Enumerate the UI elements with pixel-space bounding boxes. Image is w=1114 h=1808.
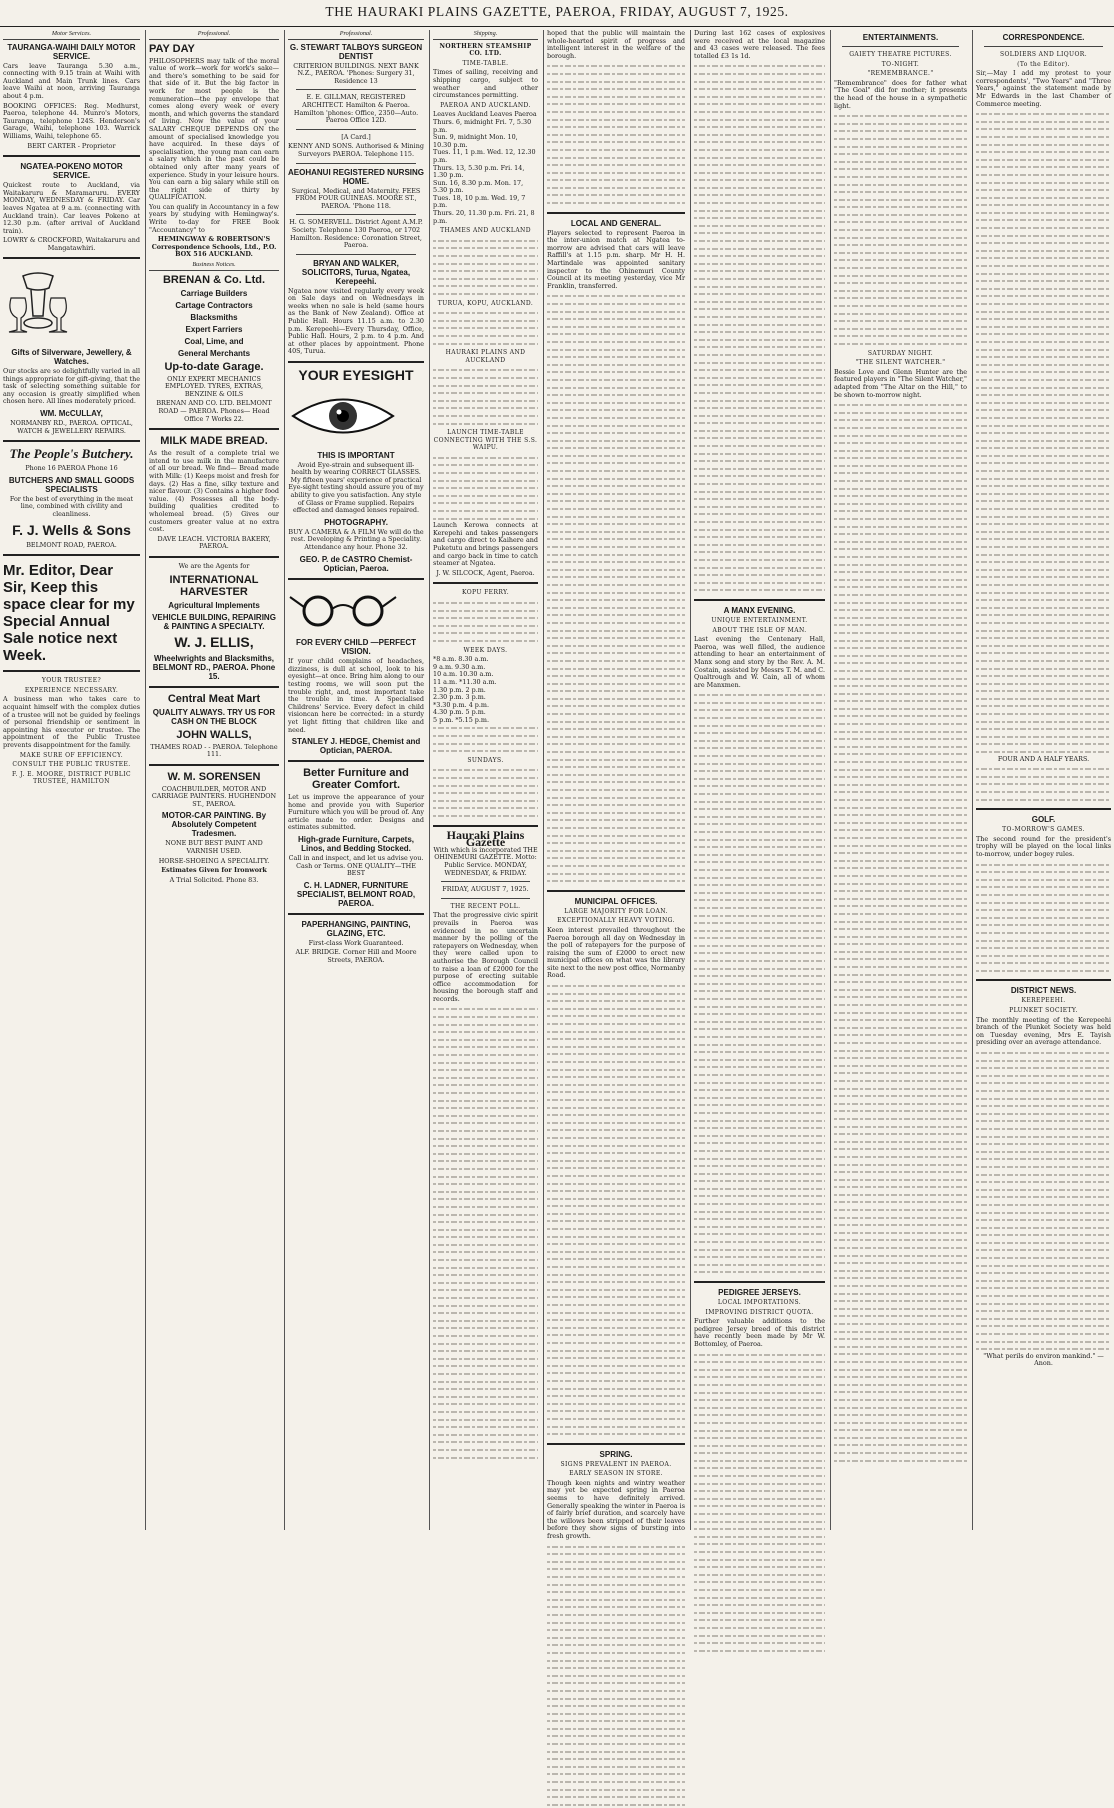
glasses-illustration <box>288 589 398 629</box>
silverware-vase-illustration <box>3 268 73 338</box>
agent: J. W. SILCOCK, Agent, Paeroa. <box>436 568 535 577</box>
ad-name: DAVE LEACH. VICTORIA BAKERY, PAEROA. <box>157 534 271 551</box>
section-heading: LOCAL AND GENERAL. <box>570 218 662 228</box>
ferry-row: 11 a.m. *11.30 a.m. <box>433 677 497 686</box>
section-sub: KEREPEEHI. <box>1021 997 1066 1005</box>
section-heading: MUNICIPAL OFFICES. <box>574 896 658 906</box>
ad-body: As the result of a complete trial we intend to use milk in the manufacture of all our bread. We find— Bread made with Milk: (1) Keeps moist and fresh for days. (2) Has a fine, silky texture and nicer flavour. (3) Contains a higher food value. (4) Possesses all the body-building qualities credited to wholemeal bread. (5) Gives our customers greater value at no extra cost. <box>149 449 279 534</box>
ad-title: YOUR TRUSTEE? <box>41 677 102 685</box>
timetable-row: Thurs. 20, 11.30 p.m. Fri. 21, 8 p.m. <box>433 209 535 225</box>
ad-title: PAPERHANGING, PAINTING, GLAZING, ETC. <box>301 919 411 938</box>
ferry-row: *3.30 p.m. 4 p.m. <box>433 700 490 709</box>
timetable-rows <box>433 366 538 427</box>
ad-body: Let us improve the appearance of your home and provide you with Superior Furniture which you will be proud of. Any article made to order. Designs and estimates submitted. <box>288 793 424 832</box>
ad-title: TAURANGA-WAIHI DAILY MOTOR SERVICE. <box>7 42 136 61</box>
timetable-rows <box>433 454 538 522</box>
ad-body: KENNY AND SONS. Authorised & Mining Surveyors PAEROA. Telephone 115. <box>288 142 424 158</box>
timetable-row: Thurs. 13, 5.30 p.m. Fri. 14, 1.30 p.m. <box>433 163 525 180</box>
article-text: Last evening the Centenary Hall, Paeroa, was well filled, the audience attending to hear an entertainment of Manx song and story by the Rev. A. M. Costain, assisted by Messrs T. M. and C. Qualtrough and W. Cain, all of whom are Manxmen. <box>694 635 825 689</box>
ad-name: C. H. LADNER, FURNITURE SPECIALIST, BELMONT ROAD, PAEROA. <box>296 880 416 908</box>
service-line: Expert Farriers <box>185 324 243 334</box>
ad-name: F. J. E. MOORE, DISTRICT PUBLIC TRUSTEE, HAMILTON <box>11 770 132 786</box>
ferry-row: 2.30 p.m. 3 p.m. <box>433 693 486 702</box>
service-line: Carriage Builders <box>180 288 248 298</box>
section-sub: ABOUT THE ISLE OF MAN. <box>712 626 807 634</box>
ad-title: INTERNATIONAL HARVESTER <box>169 573 259 598</box>
section-sub: IMPROVING DISTRICT QUOTA. <box>705 1308 814 1316</box>
route-title: KOPU FERRY. <box>461 589 510 597</box>
launch-note: Launch Kerowa connects at Kerepehi and takes passengers and cargo direct to Kaihere and Puketutu and brings passengers and cargo back in time to catch steamer at Ngatea. <box>433 521 538 568</box>
editor-notice: Mr. Editor, Dear Sir, Keep this space clear for my Special Annual Sale notice next Week. <box>3 562 135 665</box>
ferry-timetable <box>433 656 538 724</box>
ad-title: W. M. SORENSEN <box>167 770 261 783</box>
ad-title: PAY DAY <box>149 42 195 55</box>
timetable-row: Tues. 11, 1 p.m. Wed. 12, 12.30 p.m. <box>433 148 536 164</box>
ad-body: Cars leave Tauranga 5.30 a.m., connecting with 9.15 train at Waihi with Auckland and Main Trunk lines. Cars leave Waihi at noon, arriving Tauranga about 4 p.m. <box>3 61 140 100</box>
ferry-sunday <box>433 766 538 819</box>
editorial-title: THE RECENT POLL. <box>450 902 521 910</box>
service-line: Cartage Contractors <box>175 300 253 310</box>
ad-body: HORSE-SHOEING A SPECIALITY. <box>158 856 270 865</box>
section-sub: SATURDAY NIGHT. <box>867 349 934 357</box>
ferry-row: *8 a.m. 8.30 a.m. <box>433 655 489 664</box>
ad-name: ALF. BRIDGE. Corner Hill and Moore Streets, PAEROA. <box>295 948 417 965</box>
column-4 <box>429 30 541 1530</box>
ad-body: COACHBUILDER, MOTOR AND CARRIAGE PAINTERS. HUGHENDON ST., PAEROA. <box>151 784 277 808</box>
editorial-continued <box>433 1005 538 1461</box>
article-continued <box>976 110 1111 755</box>
ad-sub: THIS IS IMPORTANT <box>317 450 395 460</box>
column-header: Shipping. <box>433 30 538 40</box>
column-8 <box>972 30 1114 1530</box>
ad-body: Avoid Eye-strain and subsequent ill-health by wearing CORRECT GLASSES. My fifteen years' experience of practical Eye-sight testing should assure you of my ability to give you satisfaction. Any style of Glass or Frame supplied. Repairs effected and damaged lenses repaired. <box>288 460 424 515</box>
article-continued <box>547 292 685 884</box>
article-continued <box>834 112 967 347</box>
ferry-notice <box>433 599 538 645</box>
column-2 <box>145 30 282 1530</box>
route-title: TURUA, KOPU, AUCKLAND. <box>437 299 534 307</box>
ad-address: NORMANBY RD., PAEROA. OPTICAL, WATCH & JEWELLERY REPAIRS. <box>10 419 133 435</box>
column-subheader: Business Notices. <box>149 261 279 271</box>
ad-sub: PHOTOGRAPHY. <box>324 517 388 527</box>
article-continued <box>694 1351 825 1655</box>
column-6 <box>690 30 828 1530</box>
article-text: Sir,—May I add my protest to your correspondents', "Two Years" and "Three Years," against the statement made by Mr Edwards in the last Chamber of Commerce meeting. <box>976 69 1111 108</box>
letter-signature: FOUR AND A HALF YEARS. <box>997 754 1090 763</box>
ad-address: BELMONT ROAD, PAEROA. <box>26 540 117 549</box>
ad-proprietor: BERT CARTER - Proprietor <box>27 141 116 150</box>
article-continued <box>547 982 685 1438</box>
ad-name: BRENAN & Co. Ltd. <box>162 273 266 286</box>
masthead: THE HAURAKI PLAINS GAZETTE, PAEROA, FRIDAY, AUGUST 7, 1925. <box>0 4 1114 27</box>
ad-body: E. E. GILLMAN, REGISTERED ARCHITECT. Hamilton & Paeroa. Hamilton 'phones: Office, 2350—Auto. Paeroa Office 12D. <box>293 93 419 125</box>
ferry-row: 4.30 p.m. 5 p.m. <box>433 708 486 717</box>
ad-body: A Trial Solicited. Phone 83. <box>169 875 259 884</box>
ad-address: CRITERION BUILDINGS. NEXT BANK N.Z., PAEROA. 'Phones: Surgery 31, Residence 13 <box>293 61 419 85</box>
ad-sub: Agricultural Implements <box>168 600 260 610</box>
route-title: PAEROA AND AUCKLAND. <box>440 101 531 109</box>
ad-title: The People's Butchery. <box>9 446 134 462</box>
timetable-row: Sun. 16, 8.30 p.m. Mon. 17, 5.30 p.m. <box>433 178 524 195</box>
ad-name: W. J. ELLIS, <box>174 633 254 650</box>
ad-title: FOR EVERY CHILD —PERFECT VISION. <box>295 638 416 657</box>
article-continued <box>547 1543 685 1808</box>
ad-trade: Wheelwrights and Blacksmiths, BELMONT RD., PAEROA. Phone 15. <box>152 653 276 681</box>
timetable <box>433 111 538 225</box>
section-sub: TO-NIGHT. <box>881 60 920 68</box>
ad-body: If your child complains of headaches, dizziness, is dull at school, look to his eyesight—at once. Bring him along to our testing rooms, we will soon put the trouble right, and, most important take the trouble in time. A Specialised Childrens' Service. Every defect in child visioncan here be corrected: in a sturdy yet light fitting that children like and need. <box>288 657 424 734</box>
section-heading: ENTERTAINMENTS. <box>862 33 939 42</box>
article-text: The monthly meeting of the Kerepeehi branch of the Plunket Society was held on Tuesday evening, Mrs E. Tayish presiding over an average attendance. <box>976 1015 1111 1047</box>
section-heading: PEDIGREE JERSEYS. <box>718 1288 801 1297</box>
ferry-sub: SUNDAYS. <box>467 756 504 764</box>
brenan-services <box>149 289 279 358</box>
ad-title: Central Meat Mart <box>167 692 261 705</box>
ad-sub: MOTOR-CAR PAINTING. By Absolutely Competent Tradesmen. <box>161 811 267 839</box>
section-heading: GOLF. <box>1031 815 1056 825</box>
service-line: General Merchants <box>177 348 251 358</box>
section-sub: EARLY SEASON IN STORE. <box>569 1470 663 1478</box>
ferry-row: 10 a.m. 10.30 a.m. <box>433 670 494 679</box>
ad-name: STANLEY J. HEDGE, Chemist and Optician, PAEROA. <box>291 737 421 756</box>
ad-title: AEOHANUI REGISTERED NURSING HOME. <box>288 167 425 186</box>
editor-note <box>976 765 1111 803</box>
section-sub: SIGNS PREVALENT IN PAEROA. <box>560 1460 672 1468</box>
ad-title: MILK MADE BREAD. <box>160 435 268 448</box>
article-text: The second round for the president's trophy will be played on the local links to-morrow, under bogey rules. <box>976 834 1111 858</box>
article-text: Though keen nights and wintry weather may yet be expected spring in Paeroa seems to have definitely arrived. Generally speaking the winter in Paeroa is of fairly brief duration, and scarcely have the willows been stripped of their leaves before they show signs of bursting into fresh growth. <box>547 1478 685 1541</box>
ad-title: BRYAN AND WALKER, SOLICITORS, Turua, Ngatea, Kerepeehi. <box>301 258 411 286</box>
column-header: Motor Services. <box>3 30 140 40</box>
section-sub: GAIETY THEATRE PICTURES. <box>849 51 952 58</box>
gazette-sub: With which is incorporated THE OHINEMURI GAZETTE. Motto: Public Service. MONDAY, WEDNESDAY, & FRIDAY. <box>433 845 538 877</box>
shipping-title: NORTHERN STEAMSHIP CO. LTD. <box>439 42 532 58</box>
column-header: Professional. <box>288 30 424 40</box>
article-continued <box>834 401 967 1464</box>
ad-proprietor: LOWRY & CROCKFORD, Waitakaruru and Mangatawhiri. <box>3 236 141 252</box>
ferry-row: 9 a.m. 9.30 a.m. <box>433 662 486 671</box>
closing-quote: "What perils do environ mankind." —Anon. <box>983 1351 1104 1368</box>
timetable-row: Sun. 9, midnight Mon. 10, 10.30 p.m. <box>433 133 518 149</box>
ad-name: JOHN WALLS, <box>176 728 252 741</box>
article-text: Further valuable additions to the pedigree Jersey breed of this district have recently been made by Mr W. Bottomley, of Paeroa. <box>694 1317 825 1348</box>
shipping-intro: Times of sailing, receiving and shipping cargo, subject to weather and other circumstances permitting. <box>433 68 538 100</box>
issue-date: FRIDAY, AUGUST 7, 1925. <box>442 885 529 894</box>
section-sub: (To the Editor). <box>1017 60 1070 68</box>
article-text: "Remembrance" does for father what "The Goal" did for mother; it presents the head of the house in a sympathetic light. <box>834 78 967 110</box>
gazette-nameplate: Hauraki Plains Gazette <box>446 827 525 850</box>
shipping-sub: TIME-TABLE. <box>462 59 509 67</box>
article-text: hoped that the public will maintain the whole-hearted spirit of progress and intelligent interest in the welfare of the borough. <box>547 29 685 60</box>
timetable-rows <box>433 309 538 347</box>
ad-consult: CONSULT THE PUBLIC TRUSTEE. <box>12 761 131 769</box>
ad-body: A business man who takes care to acquaint himself with the complex duties of a trustee will not be guided by feelings of personal friendship or sentiment in appointing his executor or trustee. The appointment of the Public Trustee prevents disappointment for the family. <box>3 695 140 749</box>
service-line: Coal, Lime, and <box>184 336 244 346</box>
ad-card: [A Card.] <box>341 132 371 141</box>
section-sub: UNIQUE ENTERTAINMENT. <box>711 616 808 624</box>
section-sub: "THE SILENT WATCHER." <box>855 359 946 367</box>
section-sub: LOCAL IMPORTATIONS. <box>717 1299 802 1306</box>
eye-illustration <box>288 391 398 441</box>
section-sub: SOLDIERS AND LIQUOR. <box>999 51 1088 58</box>
ad-sub: BUTCHERS AND SMALL GOODS SPECIALISTS <box>8 475 135 494</box>
column-3 <box>284 30 427 1530</box>
ferry-sub: WEEK DAYS. <box>463 646 508 654</box>
ad-name: F. J. Wells & Sons <box>12 521 131 538</box>
ad-title: Better Furniture and Greater Comfort. <box>303 767 409 792</box>
ad-title: NGATEA-POKENO MOTOR SERVICE. <box>20 162 123 181</box>
ad-name: WM. McCULLAY, <box>40 409 103 419</box>
ad-sub: High-grade Furniture, Carpets, Linos, and Bedding Stocked. <box>297 835 414 854</box>
ad-body: BOOKING OFFICES: Reg. Medhurst, Paeroa, telephone 44. Munro's Motors, Tauranga, telephone 124S. Henderson's Garage, Waihi, telephone 103. Warrick Williams, Waihi, telephone 65. <box>3 101 140 140</box>
section-sub: PLUNKET SOCIETY. <box>1009 1007 1078 1015</box>
ad-body: Ngatea now visited regularly every week on Sale days and on Wednesdays in weeks when no sale is held (same hours as the Bank of New Zealand). Office at Public Hall. Hours 11.15 a.m. to 2.30 p.m. Kerepeehi—Every Thursday, Office, Public Hall. Hours, 2 p.m. to 4 p.m. And at other places by appointment. Phone 40S, Turua. <box>288 286 424 356</box>
ad-body: PHILOSOPHERS may talk of the moral value of work—work for work's sake—and there's something to be said for that side of it. But the big factor in work for most people is the remuneration—the pay envelope that comes along every week or every month, and which governs the standard of living. Now the value of your SALARY CHEQUE DEPENDS ON the amount of specialised knowledge you have acquired. In these days of specialisation, the young man can earn a salary which in the past could be obtained only after many years of experience. Study in your leisure hours. You can earn a big salary while still on the right side of thirty by QUALIFICATION. <box>149 56 279 202</box>
article-continued <box>547 62 685 206</box>
ferry-notes <box>433 724 538 754</box>
route-title: LAUNCH TIME-TABLE CONNECTING WITH THE S.S. WAIPU. <box>433 429 538 452</box>
section-heading: CORRESPONDENCE. <box>1002 33 1085 42</box>
section-sub: LARGE MAJORITY FOR LOAN. <box>564 907 668 915</box>
column-1 <box>0 30 143 1530</box>
ad-sub: EXPERIENCE NECESSARY. <box>24 686 119 694</box>
route-title: HAURAKI PLAINS AND AUCKLAND <box>445 349 526 364</box>
section-heading: DISTRICT NEWS. <box>1010 986 1077 996</box>
ad-phone: Phone 16 PAEROA Phone 16 <box>25 464 118 473</box>
ad-body: VEHICLE BUILDING, REPAIRING & PAINTING A SPECIALTY. <box>152 612 276 631</box>
ad-body: Surgical, Medical, and Maternity. FEES FROM FOUR GUINEAS. MOORE ST., PAEROA. 'Phone 118. <box>291 186 421 210</box>
route-title: THAMES AND AUCKLAND <box>440 227 531 235</box>
article-text: Players selected to represent Paeroa in the inter-union match at Ngatea to-morrow are advised that cars will leave Raffill's at 1.15 p.m. sharp. Mr H. H. Martindale was appointed sanitary inspector to the Ohinemuri County Council at its meeting yesterday, vice Mr Franklin, transferred. <box>547 228 685 290</box>
section-sub: TO-MORROW'S GAMES. <box>1002 826 1085 834</box>
column-header: Professional. <box>149 30 279 40</box>
ad-body: QUALITY ALWAYS. TRY US FOR CASH ON THE BLOCK <box>152 707 276 726</box>
ad-body: ONLY EXPERT MECHANICS EMPLOYED. TYRES, EXTRAS, BENZINE & OILS <box>164 374 264 398</box>
column-5 <box>543 29 688 1541</box>
section-heading: SPRING. <box>599 1449 633 1459</box>
column-7 <box>830 30 970 1530</box>
article-continued <box>976 1049 1111 1353</box>
ad-body: Our stocks are so delightfully varied in all things appropriate for gift-giving, that the task of selecting something suitable for any occasion is greatly simplified when chosen here. All lines moderately priced. <box>3 367 140 406</box>
ad-body: You can qualify in Accountancy in a few years by studying with Hemingway's. Write to-day for FREE Book "Accountancy" to <box>149 202 279 234</box>
ad-title: Gifts of Silverware, Jewellery, & Watches. <box>11 348 132 367</box>
ad-body: BUY A CAMERA & A FILM We will do the rest. Developing & Printing a Speciality. Attendance any hour. Phone 32. <box>288 527 424 551</box>
section-sub: EXCEPTIONALLY HEAVY VOTING. <box>557 917 675 925</box>
ferry-row: 1.30 p.m. 2 p.m. <box>433 685 486 694</box>
ad-address: BRENAN AND CO. LTD. BELMONT ROAD — PAEROA. Phones— Head Office 7 Works 22. <box>156 399 272 423</box>
ad-title: Up-to-date Garage. <box>164 360 264 373</box>
section-heading: A MANX EVENING. <box>723 605 796 615</box>
ad-address: THAMES ROAD - - PAEROA. Telephone 111. <box>150 742 278 759</box>
ad-body: Quickest route to Auckland, via Waitakaruru & Maramaruru. EVERY MONDAY, WEDNESDAY & FRIDAY. Car leaves Ngatea at 9 a.m. (connecting with Auckland train). Car leaves Pokeno at 12.30 p.m. (after arrival of Auckland train). <box>3 181 140 235</box>
ad-title: G. STEWART TALBOYS SURGEON DENTIST <box>289 42 423 61</box>
article-continued <box>694 62 825 594</box>
ad-pre: We are the Agents for <box>178 561 250 570</box>
ad-tag: MAKE SURE OF EFFICIENCY. <box>19 751 124 759</box>
ad-title: YOUR EYESIGHT <box>298 367 414 384</box>
ad-body: NONE BUT BEST PAINT AND VARNISH USED. <box>165 839 263 856</box>
article-continued <box>694 691 825 1276</box>
timetable-row: Tues. 18, 10 p.m. Wed. 19, 7 p.m. <box>433 193 526 210</box>
ad-name: GEO. P. de CASTRO Chemist-Optician, Paeroa. <box>299 554 413 573</box>
ad-body: First-class Work Guaranteed. <box>308 938 404 947</box>
editorial-text: That the progressive civic spirit prevails in Paeroa was evidenced in no uncertain manner by the polling of the ratepayers on Wednesday, when they were called upon to authorise the Borough Council to raise a loan of £2000 for the purpose of erecting suitable office accommodation for housing the borough staff and records. <box>433 911 538 1003</box>
ferry-row: 5 p.m. *5.15 p.m. <box>433 715 490 724</box>
ad-body: Estimates Given for Ironwork <box>161 866 267 875</box>
article-continued <box>976 861 1111 975</box>
ad-name: HEMINGWAY & ROBERTSON'S Correspondence Schools, Ltd., P.O. BOX 516 AUCKLAND. <box>151 235 277 259</box>
ad-body: H. G. SOMERVELL. District Agent A.M.P. Society. Telephone 130 Paeroa, or 1702 Hamilton. Residence: Coronation Street, Paeroa. <box>289 218 423 250</box>
article-text: Keen interest prevailed throughout the Paeroa borough all day on Wednesday in the poll of ratepayers for the purpose of raising the sum of £2000 to erect new municipal offices on what was the library site next to the new post office, Normanby Road. <box>547 925 686 980</box>
article-text: During last 162 cases of explosives were received at the local magazine and 43 cases were released. The fees totalled £3 1s 1d. <box>694 29 825 60</box>
timetable-row: Leaves Auckland Leaves Paeroa <box>433 110 537 119</box>
service-line: Blacksmiths <box>190 312 238 322</box>
ad-body: For the best of everything in the meat line, combined with civility and cleanliness. <box>9 494 134 518</box>
section-sub: "REMEMBRANCE." <box>867 70 934 78</box>
timetable-row: Thurs. 6, midnight Fri. 7, 5.30 p.m. <box>433 117 532 134</box>
article-text: Bessie Love and Glenn Hunter are the featured players in "The Silent Watcher," adapted from "The Altar on the Hill," to be shown to-morrow night. <box>834 367 967 399</box>
timetable-rows <box>433 237 538 298</box>
ad-body: Call in and inspect, and let us advise you. Cash or Terms. ONE QUALITY—THE BEST <box>288 854 424 878</box>
